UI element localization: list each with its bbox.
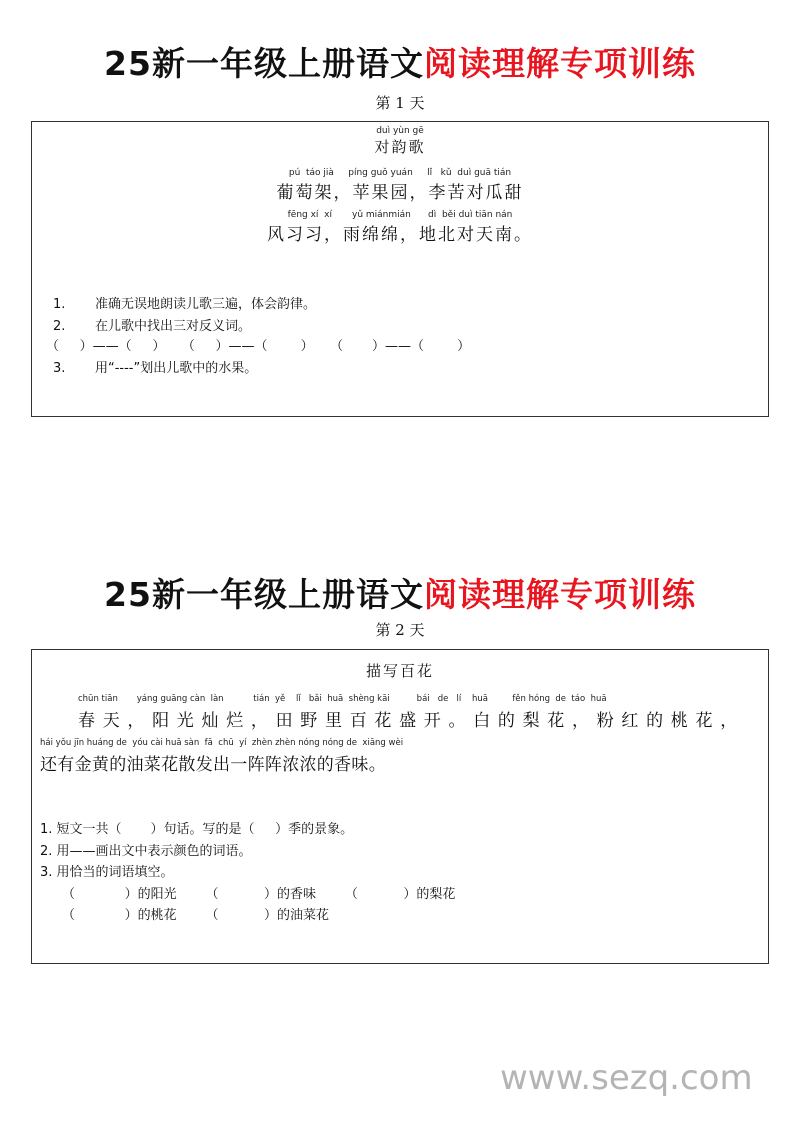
question-3-text: 用“----”划出儿歌中的水果。	[95, 361, 258, 376]
page-title-2	[0, 569, 800, 616]
title-black-text: 25新一年级上册语文	[104, 44, 424, 83]
passage-line-1-pinyin: chūn tiān yáng guāng càn làn tián yě lǐ bǎi huā shèng kāi bái de lí huā fěn hóng de táo huā	[78, 694, 607, 704]
poem-title-block	[32, 126, 768, 157]
poem-line-2-pinyin: fēng xí xí yǔ miánmián dì běi duì tiān nán	[287, 210, 513, 220]
poem-line-1-text: 葡萄架，苹果园，李苦对瓜甜	[276, 183, 524, 203]
question-3-fill-row-1: （ ）的阳光 （ ）的香味 （ ）的梨花	[62, 887, 456, 902]
day-label-1: 第 1 天	[375, 94, 425, 112]
poem-title-pinyin: duì yùn gē	[376, 126, 424, 136]
question-1-number: 1.	[53, 297, 66, 312]
question-2: 2. 用——画出文中表示颜色的词语。	[40, 844, 252, 859]
passage-line-1	[78, 694, 745, 731]
question-1	[53, 293, 316, 312]
passage-title-block	[32, 660, 768, 681]
title-red-text: 阅读理解专项训练	[423, 575, 696, 614]
question-2	[53, 315, 251, 334]
question-3-fill-row-2: （ ）的桃花 （ ）的油菜花	[62, 908, 329, 923]
poem-line-1	[32, 168, 768, 203]
passage-line-1-text: 春天，阳光灿烂，田野里百花盛开。白的梨花，粉红的桃花，	[78, 711, 745, 731]
passage-line-2-pinyin: hái yǒu jīn huáng de yóu cài huā sàn fā chū yí zhèn zhèn nóng nóng de xiāng wèi	[40, 738, 404, 748]
passage-line-2	[40, 738, 403, 775]
title-red-text: 阅读理解专项训练	[423, 44, 696, 83]
title-black-text: 25新一年级上册语文	[104, 575, 424, 614]
poem-title: 对韵歌	[374, 138, 426, 156]
page-title-1	[0, 38, 800, 85]
poem-line-2	[32, 210, 768, 245]
question-3: 3. 用恰当的词语填空。	[40, 865, 174, 880]
exercise-box-1	[31, 121, 769, 417]
exercise-box-2	[31, 649, 769, 964]
question-2-number: 2.	[53, 319, 66, 334]
passage-line-2-text: 还有金黄的油菜花散发出一阵阵浓浓的香味。	[40, 755, 386, 775]
watermark-text: www.sezq.com	[500, 1058, 753, 1098]
question-3	[53, 357, 257, 376]
question-2-answer-blanks: （ ）——（ ） （ ）——（ ） （ ）——（ ）	[46, 339, 471, 354]
passage-title: 描写百花	[365, 662, 434, 680]
question-2-text: 在儿歌中找出三对反义词。	[95, 319, 252, 334]
poem-line-2-text: 风习习，雨绵绵，地北对天南。	[267, 225, 533, 245]
poem-line-1-pinyin: pú táo jià píng guǒ yuán lǐ kǔ duì guā tián	[288, 168, 512, 178]
question-1-text: 准确无误地朗读儿歌三遍，体会韵律。	[95, 297, 317, 312]
day-label-2: 第 2 天	[375, 621, 425, 639]
question-3-number: 3.	[53, 361, 66, 376]
question-1: 1. 短文一共（ ）句话。写的是（ ）季的景象。	[40, 822, 354, 837]
